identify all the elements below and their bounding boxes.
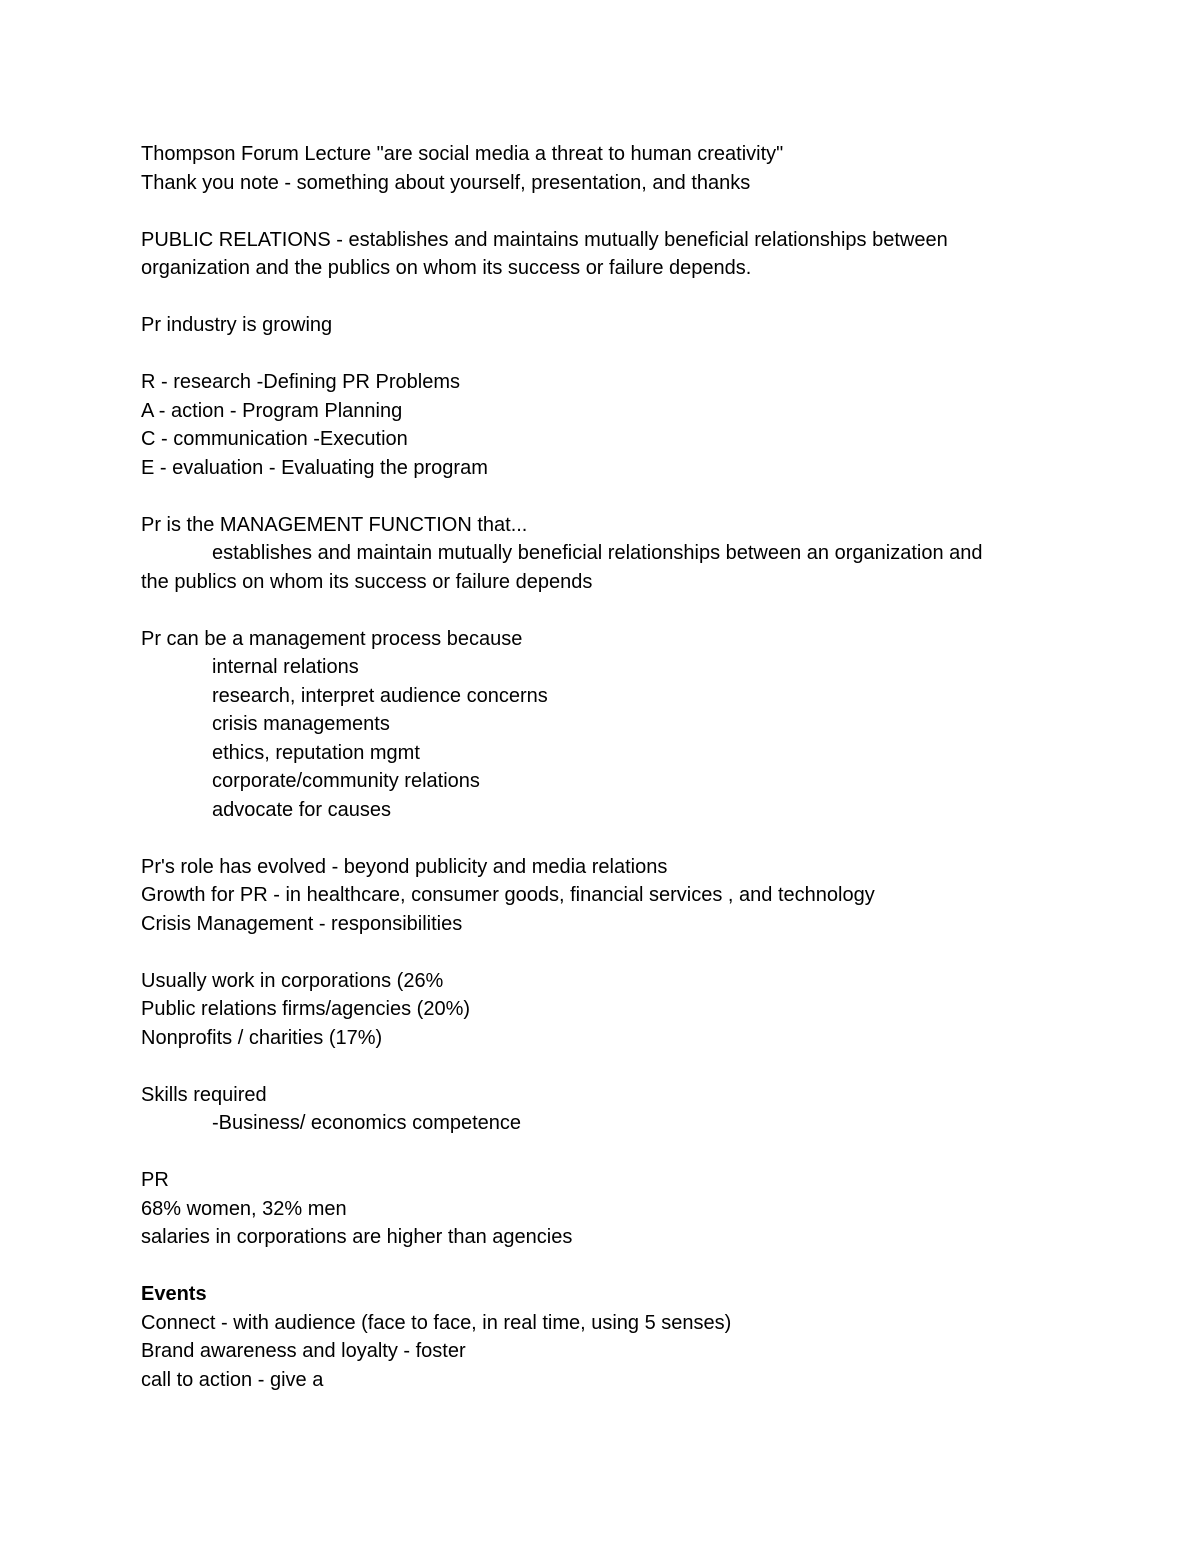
skills-required-line: Skills required [141,1083,267,1106]
spacer [141,283,1141,312]
document-page [141,140,1141,1394]
spacer [141,938,1141,967]
events-call-to-action-line: call to action - give a [141,1368,324,1391]
management-process-item: advocate for causes [212,798,391,821]
public-relations-definition-line-1: PUBLIC RELATIONS - establishes and maintains mutually beneficial relationships between [141,228,948,251]
spacer [141,197,1141,226]
events-brand-awareness-line: Brand awareness and loyalty - foster [141,1340,466,1362]
management-process-heading-line: Pr can be a management process because [141,627,523,650]
skills-item: -Business/ economics competence [212,1112,522,1134]
management-process-item: corporate/community relations [212,770,480,792]
management-function-line: Pr is the MANAGEMENT FUNCTION that... [141,513,528,536]
management-process-item: research, interpret audience concerns [212,684,548,707]
thank-you-note-line: Thank you note - something about yourself, presentation, and thanks [141,171,751,194]
spacer [141,340,1141,369]
management-function-detail-line-2: the publics on whom its success or failure depends [141,570,593,593]
public-relations-definition-line-2: organization and the publics on whom its success or failure depends. [141,257,752,279]
spacer [141,824,1141,853]
race-evaluation-line: E - evaluation - Evaluating the program [141,456,488,479]
management-process-item: internal relations [212,656,359,678]
growth-for-pr-line: Growth for PR - in healthcare, consumer goods, financial services , and technology [141,884,875,906]
work-nonprofits-line: Nonprofits / charities (17%) [141,1026,383,1049]
management-process-item: ethics, reputation mgmt [212,741,420,764]
spacer [141,1138,1141,1167]
race-research-line: R - research -Defining PR Problems [141,371,460,393]
spacer [141,482,1141,511]
race-communication-line: C - communication -Execution [141,428,408,450]
lecture-title-line: Thompson Forum Lecture "are social media a threat to human creativity" [141,143,784,165]
management-function-detail-line-1: establishes and maintain mutually beneficial relationships between an organization and [212,542,983,564]
pr-heading-line: PR [141,1169,169,1191]
spacer [141,596,1141,625]
pr-industry-growing-line: Pr industry is growing [141,314,333,336]
race-action-line: A - action - Program Planning [141,399,403,422]
spacer [141,1052,1141,1081]
salaries-line: salaries in corporations are higher than agencies [141,1226,573,1248]
management-process-item: crisis managements [212,713,390,735]
pr-role-evolved-line: Pr's role has evolved - beyond publicity and media relations [141,855,668,878]
spacer [141,1252,1141,1281]
events-connect-line: Connect - with audience (face to face, in real time, using 5 senses) [141,1311,732,1334]
events-heading: Events [141,1283,207,1305]
gender-split-line: 68% women, 32% men [141,1197,347,1220]
work-corporations-line: Usually work in corporations (26% [141,969,444,992]
crisis-management-line: Crisis Management - responsibilities [141,912,463,935]
work-agencies-line: Public relations firms/agencies (20%) [141,998,471,1020]
